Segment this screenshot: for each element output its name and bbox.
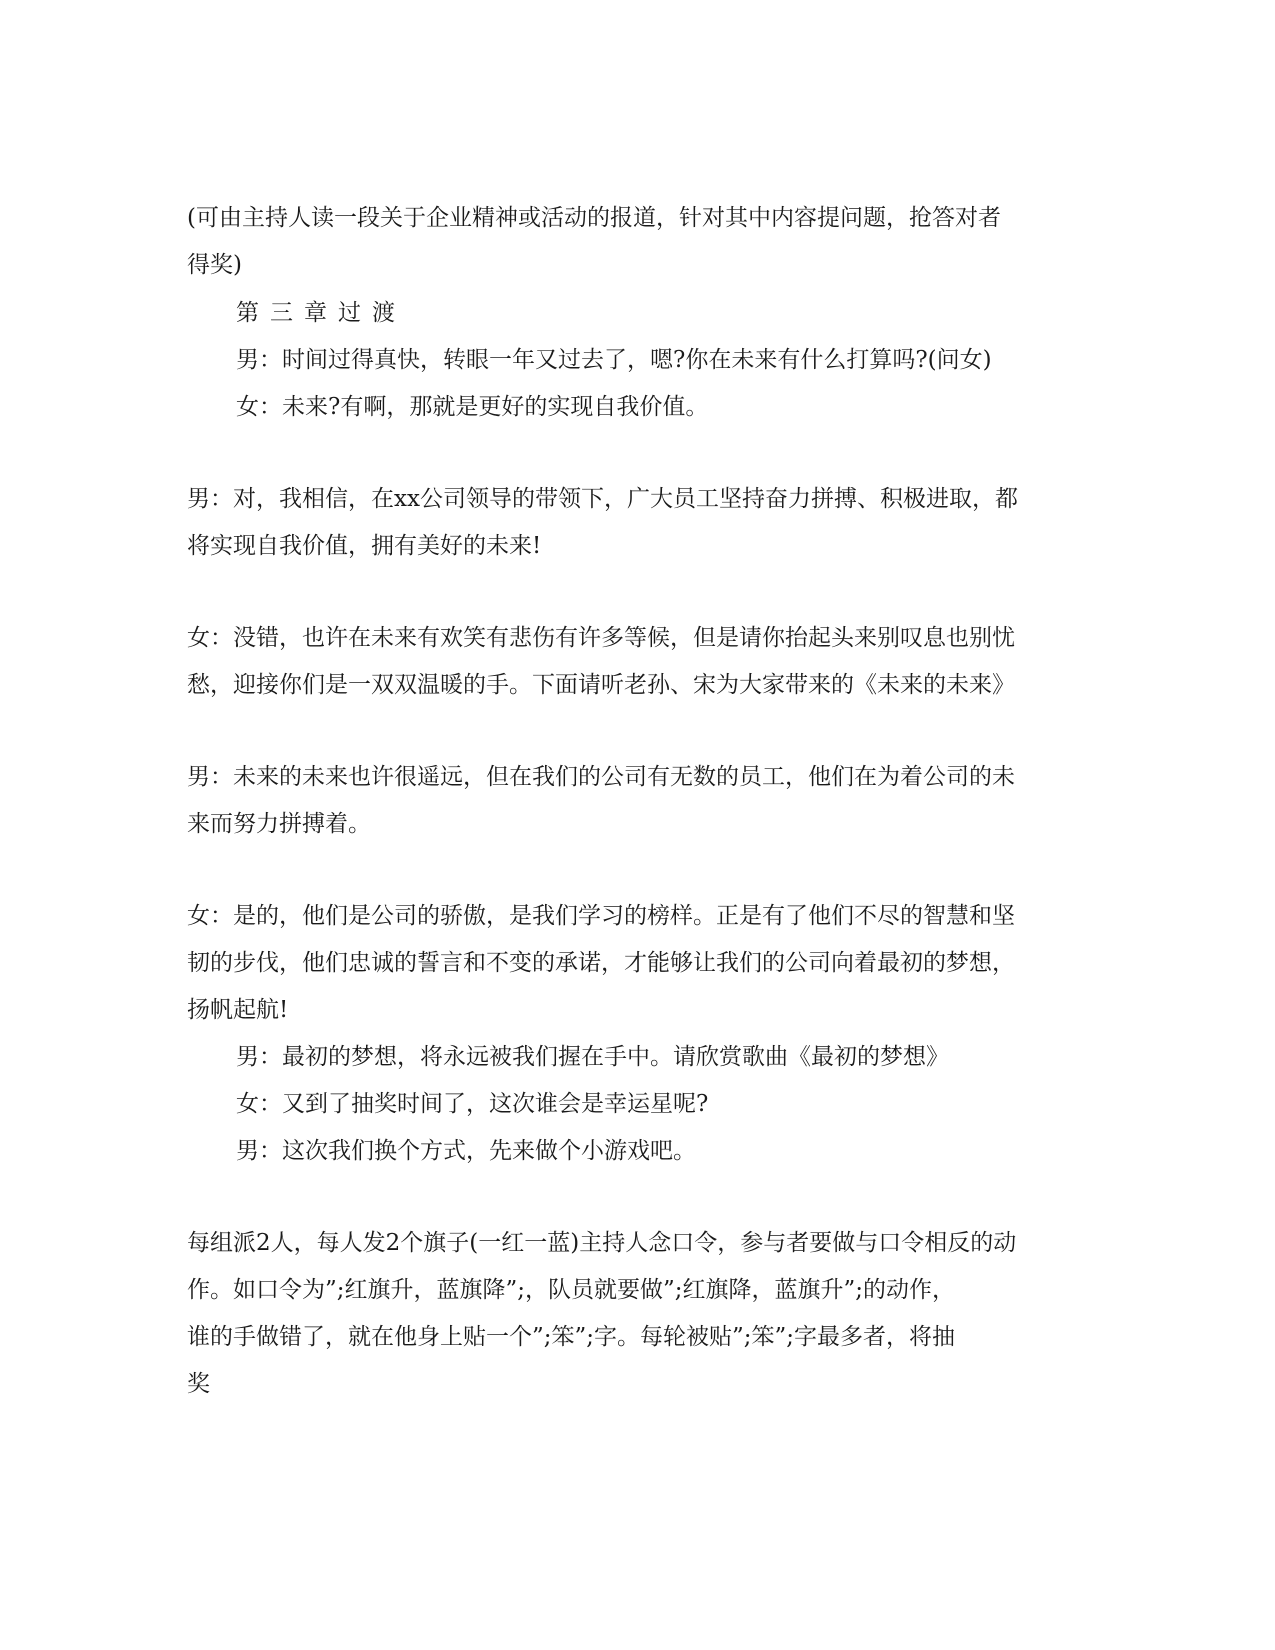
dialogue-line: 男：最初的梦想，将永远被我们握在手中。请欣赏歌曲《最初的梦想》 xyxy=(236,1044,949,1070)
paragraph-line: 女：是的，他们是公司的骄傲，是我们学习的榜样。正是有了他们不尽的智慧和坚 xyxy=(187,903,1015,929)
paragraph-line: 作。如口令为”;红旗升，蓝旗降”;，队员就要做”;红旗降，蓝旗升”;的动作， xyxy=(187,1277,956,1303)
dialogue-line: 女：未来?有啊，那就是更好的实现自我价值。 xyxy=(236,394,709,420)
dialogue-line: 女：又到了抽奖时间了，这次谁会是幸运星呢? xyxy=(236,1091,709,1117)
paragraph-line-2: 得奖) xyxy=(187,252,242,278)
paragraph-line: 韧的步伐，他们忠诚的誓言和不变的承诺，才能够让我们的公司向着最初的梦想， xyxy=(187,950,1015,976)
paragraph-line: 扬帆起航! xyxy=(187,997,289,1023)
dialogue-line: 男：时间过得真快，转眼一年又过去了，嗯?你在未来有什么打算吗?(问女) xyxy=(236,347,992,373)
dialogue-line: 男：这次我们换个方式，先来做个小游戏吧。 xyxy=(236,1138,696,1164)
paragraph-line-1: (可由主持人读一段关于企业精神或活动的报道，针对其中内容提问题，抢答对者 xyxy=(187,205,1001,231)
paragraph-line: 男：对，我相信，在xx公司领导的带领下，广大员工坚持奋力拼搏、积极进取，都 xyxy=(187,486,1018,512)
paragraph-line: 愁，迎接你们是一双双温暖的手。下面请听老孙、宋为大家带来的《未来的未来》 xyxy=(187,672,1015,698)
paragraph-line: 来而努力拼搏着。 xyxy=(187,811,371,837)
paragraph-line: 每组派2人，每人发2个旗子(一红一蓝)主持人念口令，参与者要做与口令相反的动 xyxy=(187,1230,1017,1256)
paragraph-line: 将实现自我价值，拥有美好的未来! xyxy=(187,533,542,559)
paragraph-line: 奖 xyxy=(187,1371,210,1397)
paragraph-line: 女：没错，也许在未来有欢笑有悲伤有许多等候，但是请你抬起头来别叹息也别忧 xyxy=(187,625,1015,651)
paragraph-line: 谁的手做错了，就在他身上贴一个”;笨”;字。每轮被贴”;笨”;字最多者，将抽 xyxy=(187,1324,956,1350)
chapter-heading: 第三章过渡 xyxy=(236,300,406,326)
paragraph-line: 男：未来的未来也许很遥远，但在我们的公司有无数的员工，他们在为着公司的未 xyxy=(187,764,1015,790)
